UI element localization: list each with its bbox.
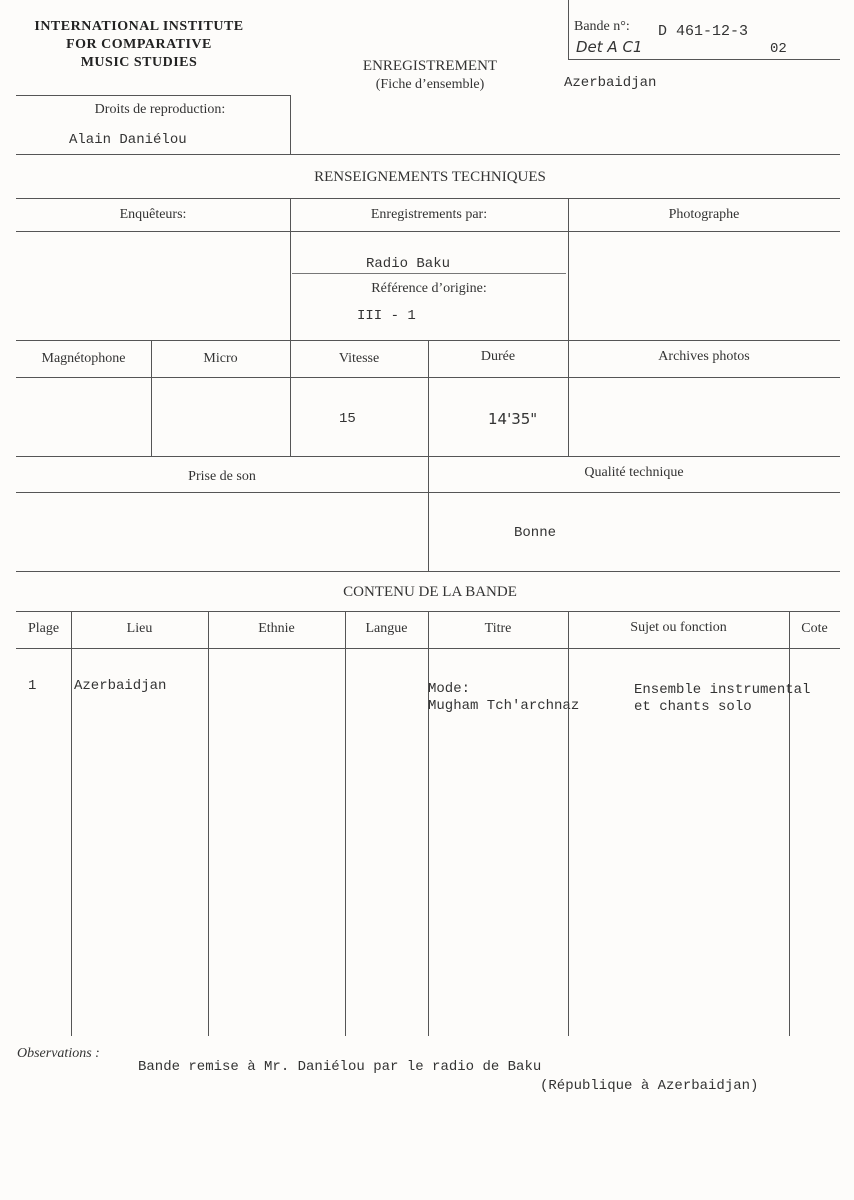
archives-label: Archives photos	[658, 349, 750, 364]
magnetophone-label: Magnétophone	[41, 351, 126, 366]
bande-label: Bande n°:	[574, 19, 630, 34]
col-langue: Langue	[365, 621, 408, 636]
row-sujet-line-2: et chants solo	[634, 699, 752, 715]
vitesse-label: Vitesse	[338, 351, 380, 366]
observations-line-1: Bande remise à Mr. Daniélou par le radio de Baku	[138, 1059, 542, 1075]
duree-label: Durée	[480, 349, 516, 364]
micro-label: Micro	[203, 351, 238, 366]
row-lieu: Azerbaidjan	[74, 678, 167, 694]
rights-label: Droits de reproduction:	[94, 102, 226, 117]
technical-section-title: RENSEIGNEMENTS TECHNIQUES	[314, 169, 546, 185]
vitesse-value: 15	[339, 411, 356, 427]
prise-label: Prise de son	[188, 469, 256, 484]
form-title: ENREGISTREMENT	[362, 58, 498, 74]
observations-line-2: (République à Azerbaidjan)	[540, 1078, 759, 1094]
bande-handwritten-note: Det A C1	[576, 38, 643, 56]
enqueteurs-label: Enquêteurs:	[119, 207, 187, 222]
reference-label: Référence d’origine:	[371, 281, 487, 296]
institute-line-3: MUSIC STUDIES	[80, 55, 198, 70]
institute-line-2: FOR COMPARATIVE	[66, 37, 212, 52]
row-titre-line-2: Mugham Tch'archnaz	[428, 698, 580, 714]
row-sujet-line-1: Ensemble instrumental	[634, 682, 811, 698]
col-titre: Titre	[484, 621, 512, 636]
duree-value: 14'35"	[488, 410, 538, 428]
institute-name	[14, 18, 264, 72]
enregistrements-label: Enregistrements par:	[370, 207, 488, 222]
rights-value: Alain Daniélou	[69, 132, 187, 148]
row-titre-line-1: Mode:	[428, 681, 471, 697]
form-subtitle: (Fiche d’ensemble)	[375, 77, 485, 92]
col-plage: Plage	[27, 621, 60, 636]
qualite-value: Bonne	[514, 525, 557, 541]
institute-line-1: INTERNATIONAL INSTITUTE	[34, 19, 244, 34]
col-ethnie: Ethnie	[258, 621, 295, 636]
row-plage: 1	[28, 678, 37, 694]
table-row	[16, 676, 840, 726]
bande-suffix: 02	[770, 41, 787, 57]
col-lieu: Lieu	[126, 621, 153, 636]
bande-number: D 461-12-3	[658, 23, 749, 40]
photographe-label: Photographe	[668, 207, 740, 222]
country-value: Azerbaidjan	[564, 75, 657, 91]
contents-section-title: CONTENU DE LA BANDE	[343, 584, 517, 600]
observations-label: Observations :	[17, 1046, 100, 1061]
qualite-label: Qualité technique	[584, 465, 684, 480]
col-cote: Cote	[801, 621, 828, 636]
enregistrements-value: Radio Baku	[366, 256, 451, 272]
col-sujet: Sujet ou fonction	[630, 620, 727, 635]
reference-value: III - 1	[357, 308, 416, 324]
